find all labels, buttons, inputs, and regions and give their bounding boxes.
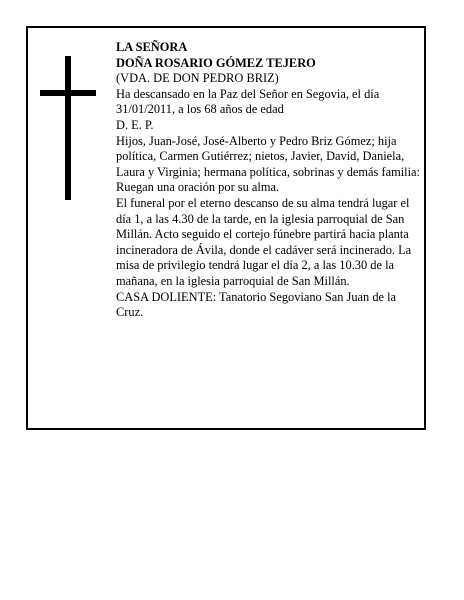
notice-text <box>116 40 422 321</box>
family-list: Hijos, Juan-José, José-Alberto y Pedro Briz Gómez; hija política, Carmen Gutiérrez; nietos, Javier, David, Daniela, Laura y Virginia; hermana política, sobrinas y demás familia: <box>116 133 420 179</box>
casa-doliente: CASA DOLIENTE: Tanatorio Segoviano San Juan de la Cruz. <box>116 289 397 320</box>
widow-line: (VDA. DE DON PEDRO BRIZ) <box>116 71 279 86</box>
cross-vertical-bar <box>65 56 71 200</box>
deceased-name: DOÑA ROSARIO GÓMEZ TEJERO <box>116 55 316 70</box>
notice-title-line1: LA SEÑORA <box>116 40 188 54</box>
funeral-details: El funeral por el eterno descanso de su alma tendrá lugar el día 1, a las 4.30 de la tarde, en la iglesia parroquial de San Millán. Acto seguido el cortejo fúnebre partirá hacia planta incineradora de Ávila, donde el cadáver será incinerado. La misa de privilegio tendrá lugar el día 2, a las 10.30 de la mañana, en la iglesia parroquial de San Millán. <box>116 195 412 288</box>
latin-cross-icon <box>40 56 96 200</box>
dep-line: D. E. P. <box>116 117 154 132</box>
cross-horizontal-bar <box>40 90 96 96</box>
prayer-request: Ruegan una oración por su alma. <box>116 180 280 195</box>
obituary-notice <box>26 26 426 430</box>
death-announcement: Ha descansado en la Paz del Señor en Segovia, el día 31/01/2011, a los 68 años de edad <box>116 86 380 117</box>
